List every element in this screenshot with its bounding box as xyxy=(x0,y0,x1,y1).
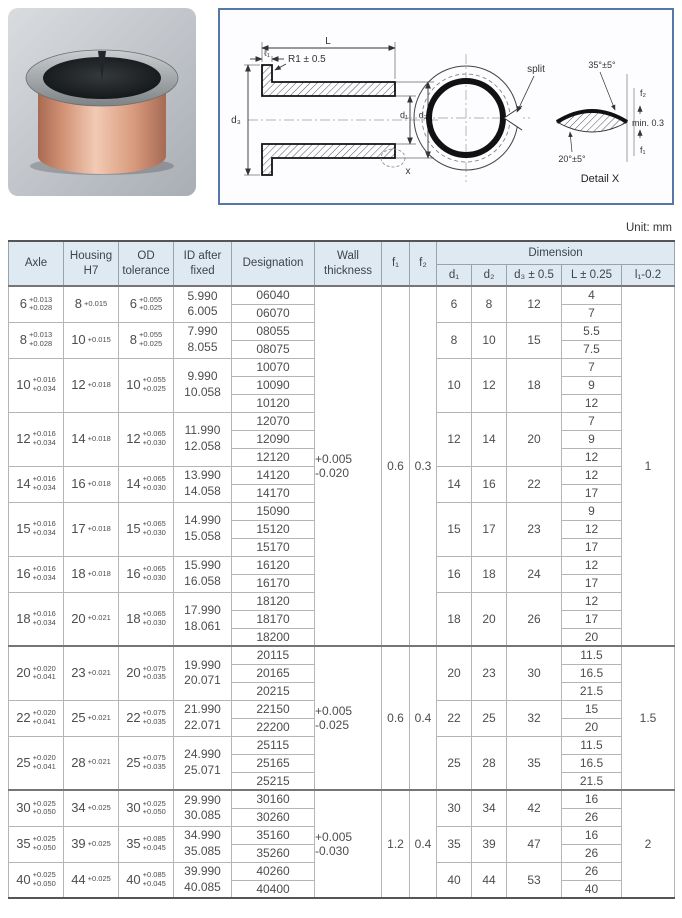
designation-cell: 14170 xyxy=(232,484,315,502)
housing-cell: 14 +0.018 xyxy=(64,412,119,466)
d3-cell: 22 xyxy=(507,466,562,502)
housing-cell: 20 +0.021 xyxy=(64,592,119,646)
L-cell: 17 xyxy=(562,538,622,556)
col-dimension-group: Dimension xyxy=(437,241,675,265)
d3-cell: 47 xyxy=(507,826,562,862)
col-l1: l₁-0.2 xyxy=(622,265,675,287)
d1-cell: 12 xyxy=(437,412,472,466)
f1-cell: 1.2 xyxy=(382,790,410,898)
designation-cell: 10070 xyxy=(232,358,315,376)
col-d3: d₃ ± 0.5 xyxy=(507,265,562,287)
d2-cell: 18 xyxy=(472,556,507,592)
L-cell: 15 xyxy=(562,700,622,718)
table-row xyxy=(9,790,675,808)
detail-x-caption: Detail X xyxy=(580,173,620,185)
f1-cell: 0.6 xyxy=(382,646,410,790)
axle-cell: 16 +0.016 +0.034 xyxy=(9,556,64,592)
id-after-fixed-cell: 19.990 20.071 xyxy=(174,646,232,700)
od-tolerance-cell: 25 +0.075 +0.035 xyxy=(119,736,174,790)
d1-cell: 8 xyxy=(437,322,472,358)
L-cell: 9 xyxy=(562,376,622,394)
designation-cell: 18200 xyxy=(232,628,315,646)
d3-cell: 32 xyxy=(507,700,562,736)
cross-section-view xyxy=(231,36,438,177)
od-tolerance-cell: 30 +0.025 +0.050 xyxy=(119,790,174,826)
designation-cell: 40260 xyxy=(232,862,315,880)
L-cell: 11.5 xyxy=(562,736,622,754)
designation-cell: 08075 xyxy=(232,340,315,358)
axle-cell: 40 +0.025 +0.050 xyxy=(9,862,64,898)
od-tolerance-cell: 18 +0.065 +0.030 xyxy=(119,592,174,646)
designation-cell: 20215 xyxy=(232,682,315,700)
designation-cell: 08055 xyxy=(232,322,315,340)
d3-cell: 42 xyxy=(507,790,562,826)
designation-cell: 15170 xyxy=(232,538,315,556)
id-after-fixed-cell: 11.990 12.058 xyxy=(174,412,232,466)
col-od-tolerance: OD tolerance xyxy=(119,241,174,286)
L-cell: 17 xyxy=(562,574,622,592)
axle-cell: 22 +0.020 +0.041 xyxy=(9,700,64,736)
col-d2: d₂ xyxy=(472,265,507,287)
detail-angle-top-label: 35°±5° xyxy=(588,60,616,70)
axle-cell: 15 +0.016 +0.034 xyxy=(9,502,64,556)
L-cell: 16.5 xyxy=(562,664,622,682)
d3-cell: 30 xyxy=(507,646,562,700)
d1-cell: 35 xyxy=(437,826,472,862)
designation-cell: 18170 xyxy=(232,610,315,628)
axle-cell: 18 +0.016 +0.034 xyxy=(9,592,64,646)
id-after-fixed-cell: 13.990 14.058 xyxy=(174,466,232,502)
dim-d3-label: d₃ xyxy=(231,115,241,126)
od-tolerance-cell: 22 +0.075 +0.035 xyxy=(119,700,174,736)
d2-cell: 10 xyxy=(472,322,507,358)
f2-cell: 0.4 xyxy=(410,790,437,898)
od-tolerance-cell: 6 +0.055 +0.025 xyxy=(119,286,174,322)
id-after-fixed-cell: 15.990 16.058 xyxy=(174,556,232,592)
d2-cell: 44 xyxy=(472,862,507,898)
designation-cell: 16170 xyxy=(232,574,315,592)
designation-cell: 22150 xyxy=(232,700,315,718)
L-cell: 12 xyxy=(562,520,622,538)
housing-cell: 44 +0.025 xyxy=(64,862,119,898)
detail-min-label: min. 0.3 xyxy=(632,118,665,128)
spec-table xyxy=(8,240,674,899)
d2-cell: 12 xyxy=(472,358,507,412)
d1-cell: 18 xyxy=(437,592,472,646)
L-cell: 7 xyxy=(562,304,622,322)
od-tolerance-cell: 20 +0.075 +0.035 xyxy=(119,646,174,700)
d2-cell: 20 xyxy=(472,592,507,646)
od-tolerance-cell: 15 +0.065 +0.030 xyxy=(119,502,174,556)
wall-thickness-cell: +0.005 -0.020 xyxy=(315,286,382,646)
detail-angle-bottom-label: 20°±5° xyxy=(558,154,586,164)
id-after-fixed-cell: 5.990 6.005 xyxy=(174,286,232,322)
L-cell: 21.5 xyxy=(562,682,622,700)
table-row xyxy=(9,286,675,304)
id-after-fixed-cell: 29.990 30.085 xyxy=(174,790,232,826)
designation-cell: 18120 xyxy=(232,592,315,610)
spec-table-body xyxy=(9,286,675,898)
d3-cell: 15 xyxy=(507,322,562,358)
axle-cell: 10 +0.016 +0.034 xyxy=(9,358,64,412)
col-L: L ± 0.25 xyxy=(562,265,622,287)
technical-drawing-panel xyxy=(218,8,674,205)
f2-cell: 0.4 xyxy=(410,646,437,790)
od-tolerance-cell: 35 +0.085 +0.045 xyxy=(119,826,174,862)
L-cell: 9 xyxy=(562,430,622,448)
d2-cell: 28 xyxy=(472,736,507,790)
d1-cell: 22 xyxy=(437,700,472,736)
designation-cell: 12120 xyxy=(232,448,315,466)
d3-cell: 24 xyxy=(507,556,562,592)
bushing-photo-illustration xyxy=(8,8,196,196)
col-axle: Axle xyxy=(9,241,64,286)
detail-f1-label: f₁ xyxy=(640,145,646,155)
housing-cell: 17 +0.018 xyxy=(64,502,119,556)
housing-cell: 12 +0.018 xyxy=(64,358,119,412)
housing-cell: 16 +0.018 xyxy=(64,466,119,502)
col-f2: f₂ xyxy=(410,241,437,286)
d1-cell: 25 xyxy=(437,736,472,790)
housing-cell: 34 +0.025 xyxy=(64,790,119,826)
designation-cell: 35260 xyxy=(232,844,315,862)
designation-cell: 30160 xyxy=(232,790,315,808)
d2-cell: 39 xyxy=(472,826,507,862)
axle-cell: 30 +0.025 +0.050 xyxy=(9,790,64,826)
unit-label: Unit: mm xyxy=(626,222,672,234)
d1-cell: 40 xyxy=(437,862,472,898)
id-after-fixed-cell: 9.990 10.058 xyxy=(174,358,232,412)
od-tolerance-cell: 14 +0.065 +0.030 xyxy=(119,466,174,502)
col-designation: Designation xyxy=(232,241,315,286)
d3-cell: 35 xyxy=(507,736,562,790)
L-cell: 17 xyxy=(562,484,622,502)
L-cell: 17 xyxy=(562,610,622,628)
L-cell: 21.5 xyxy=(562,772,622,790)
dim-d1-label: d₁ xyxy=(399,110,409,120)
L-cell: 26 xyxy=(562,808,622,826)
d2-cell: 8 xyxy=(472,286,507,322)
housing-cell: 8 +0.015 xyxy=(64,286,119,322)
dim-r1-label: R1 ± 0.5 xyxy=(288,54,326,65)
detail-f2-label: f₂ xyxy=(640,88,646,98)
L-cell: 7 xyxy=(562,358,622,376)
designation-cell: 14120 xyxy=(232,466,315,484)
axle-cell: 35 +0.025 +0.050 xyxy=(9,826,64,862)
d1-cell: 20 xyxy=(437,646,472,700)
d2-cell: 14 xyxy=(472,412,507,466)
axle-cell: 12 +0.016 +0.034 xyxy=(9,412,64,466)
detail-x-view xyxy=(557,60,664,185)
L-cell: 20 xyxy=(562,718,622,736)
f2-cell: 0.3 xyxy=(410,286,437,646)
designation-cell: 06040 xyxy=(232,286,315,304)
od-tolerance-cell: 12 +0.065 +0.030 xyxy=(119,412,174,466)
designation-cell: 22200 xyxy=(232,718,315,736)
designation-cell: 30260 xyxy=(232,808,315,826)
designation-cell: 10120 xyxy=(232,394,315,412)
front-view xyxy=(399,54,545,182)
od-tolerance-cell: 40 +0.085 +0.045 xyxy=(119,862,174,898)
f1-cell: 0.6 xyxy=(382,286,410,646)
d3-cell: 53 xyxy=(507,862,562,898)
split-label: split xyxy=(527,64,545,75)
product-photo xyxy=(8,8,196,196)
designation-cell: 15090 xyxy=(232,502,315,520)
L-cell: 12 xyxy=(562,448,622,466)
id-after-fixed-cell: 39.990 40.085 xyxy=(174,862,232,898)
l1-cell: 1 xyxy=(622,286,675,646)
L-cell: 12 xyxy=(562,394,622,412)
L-cell: 16 xyxy=(562,826,622,844)
d1-cell: 16 xyxy=(437,556,472,592)
d2-cell: 34 xyxy=(472,790,507,826)
axle-cell: 20 +0.020 +0.041 xyxy=(9,646,64,700)
od-tolerance-cell: 16 +0.065 +0.030 xyxy=(119,556,174,592)
L-cell: 9 xyxy=(562,502,622,520)
col-housing: Housing H7 xyxy=(64,241,119,286)
housing-cell: 25 +0.021 xyxy=(64,700,119,736)
designation-cell: 06070 xyxy=(232,304,315,322)
detail-x-marker-label: x xyxy=(405,166,411,177)
id-after-fixed-cell: 14.990 15.058 xyxy=(174,502,232,556)
designation-cell: 12090 xyxy=(232,430,315,448)
l1-cell: 1.5 xyxy=(622,646,675,790)
d1-cell: 14 xyxy=(437,466,472,502)
L-cell: 4 xyxy=(562,286,622,304)
id-after-fixed-cell: 34.990 35.085 xyxy=(174,826,232,862)
L-cell: 11.5 xyxy=(562,646,622,664)
col-id-after-fixed: ID after fixed xyxy=(174,241,232,286)
l1-cell: 2 xyxy=(622,790,675,898)
L-cell: 26 xyxy=(562,844,622,862)
od-tolerance-cell: 10 +0.055 +0.025 xyxy=(119,358,174,412)
L-cell: 16 xyxy=(562,790,622,808)
id-after-fixed-cell: 21.990 22.071 xyxy=(174,700,232,736)
dim-l1-label: ℓ₁ xyxy=(264,48,270,58)
id-after-fixed-cell: 7.990 8.055 xyxy=(174,322,232,358)
dim-L-label: L xyxy=(325,36,331,47)
d2-cell: 23 xyxy=(472,646,507,700)
designation-cell: 16120 xyxy=(232,556,315,574)
d2-cell: 25 xyxy=(472,700,507,736)
technical-drawing xyxy=(220,10,672,203)
housing-cell: 18 +0.018 xyxy=(64,556,119,592)
designation-cell: 25165 xyxy=(232,754,315,772)
col-d1: d₁ xyxy=(437,265,472,287)
housing-cell: 23 +0.021 xyxy=(64,646,119,700)
designation-cell: 35160 xyxy=(232,826,315,844)
d1-cell: 10 xyxy=(437,358,472,412)
designation-cell: 20165 xyxy=(232,664,315,682)
L-cell: 16.5 xyxy=(562,754,622,772)
designation-cell: 12070 xyxy=(232,412,315,430)
d2-cell: 16 xyxy=(472,466,507,502)
designation-cell: 10090 xyxy=(232,376,315,394)
table-row xyxy=(9,646,675,664)
d1-cell: 30 xyxy=(437,790,472,826)
L-cell: 20 xyxy=(562,628,622,646)
housing-cell: 28 +0.021 xyxy=(64,736,119,790)
d3-cell: 26 xyxy=(507,592,562,646)
col-f1: f₁ xyxy=(382,241,410,286)
L-cell: 12 xyxy=(562,466,622,484)
L-cell: 40 xyxy=(562,880,622,898)
id-after-fixed-cell: 24.990 25.071 xyxy=(174,736,232,790)
axle-cell: 25 +0.020 +0.041 xyxy=(9,736,64,790)
housing-cell: 10 +0.015 xyxy=(64,322,119,358)
axle-cell: 8 +0.013 +0.028 xyxy=(9,322,64,358)
d3-cell: 20 xyxy=(507,412,562,466)
L-cell: 7.5 xyxy=(562,340,622,358)
L-cell: 7 xyxy=(562,412,622,430)
wall-thickness-cell: +0.005 -0.030 xyxy=(315,790,382,898)
designation-cell: 20115 xyxy=(232,646,315,664)
L-cell: 12 xyxy=(562,556,622,574)
d1-cell: 6 xyxy=(437,286,472,322)
d3-cell: 18 xyxy=(507,358,562,412)
designation-cell: 25215 xyxy=(232,772,315,790)
L-cell: 26 xyxy=(562,862,622,880)
designation-cell: 25115 xyxy=(232,736,315,754)
dim-d2-label: d₂ xyxy=(418,110,428,120)
wall-thickness-cell: +0.005 -0.025 xyxy=(315,646,382,790)
d3-cell: 12 xyxy=(507,286,562,322)
designation-cell: 15120 xyxy=(232,520,315,538)
col-wall-thickness: Wall thickness xyxy=(315,241,382,286)
d2-cell: 17 xyxy=(472,502,507,556)
d3-cell: 23 xyxy=(507,502,562,556)
L-cell: 12 xyxy=(562,592,622,610)
id-after-fixed-cell: 17.990 18.061 xyxy=(174,592,232,646)
axle-cell: 6 +0.013 +0.028 xyxy=(9,286,64,322)
designation-cell: 40400 xyxy=(232,880,315,898)
od-tolerance-cell: 8 +0.055 +0.025 xyxy=(119,322,174,358)
housing-cell: 39 +0.025 xyxy=(64,826,119,862)
L-cell: 5.5 xyxy=(562,322,622,340)
d1-cell: 15 xyxy=(437,502,472,556)
axle-cell: 14 +0.016 +0.034 xyxy=(9,466,64,502)
